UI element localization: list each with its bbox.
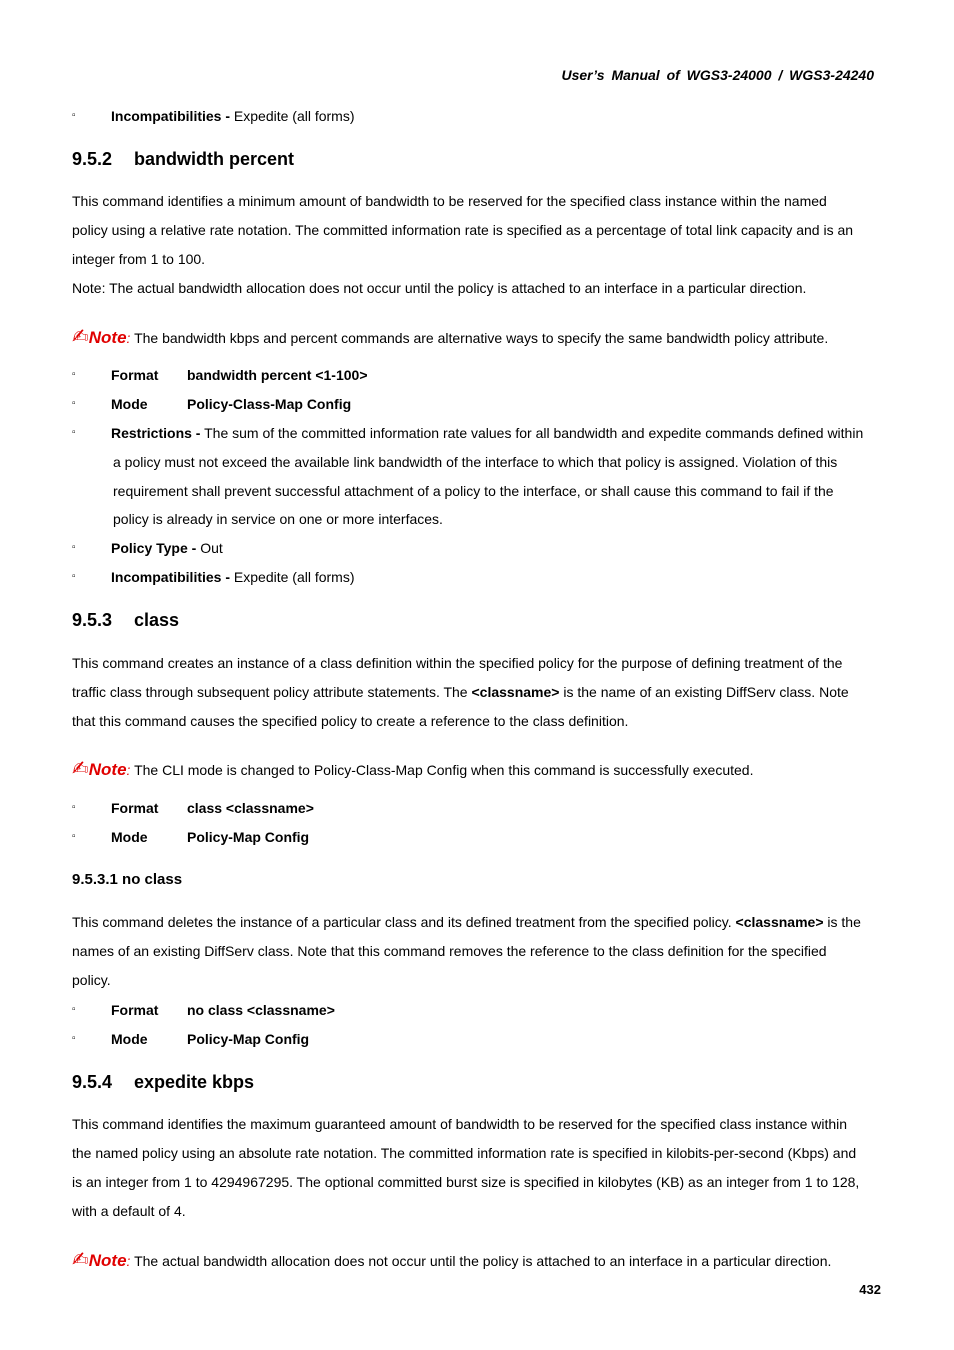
section-heading-954 [72, 1072, 254, 1093]
bullet-icon: ▫ [72, 542, 76, 553]
classname-term: <classname> [735, 914, 824, 930]
mode-value: Policy-Map Config [187, 829, 310, 845]
item-text: Expedite (all forms) [230, 108, 355, 124]
para-line: policy using a relative rate notation. The committed information rate is specified as a percentage of total link capacity and is an [72, 222, 854, 238]
bullet-icon: ▫ [72, 369, 76, 380]
section-heading-953 [72, 610, 179, 631]
section-number: 9.5.3 [72, 610, 113, 630]
para-text: is the [823, 914, 861, 930]
note-text: The CLI mode is changed to Policy-Class-Map Config when this command is successfully executed. [130, 762, 754, 778]
note-text: The actual bandwidth allocation does not occur until the policy is attached to an interface in a particular direction. [130, 1253, 832, 1269]
section-number: 9.5.2 [72, 149, 113, 169]
format-value: class <classname> [187, 800, 314, 816]
para-line: names of an existing DiffServ class. Note that this command removes the reference to the class definition for the specified [72, 943, 827, 959]
format-label: Format [111, 800, 159, 816]
bullet-icon: ▫ [72, 1033, 76, 1044]
note-colon: : [126, 330, 131, 346]
format-label: Format [111, 1002, 159, 1018]
page-number: 432 [859, 1282, 881, 1297]
para-line: This command creates an instance of a class definition within the specified policy for the purpose of defining treatment of the [72, 655, 843, 671]
note-text: The bandwidth kbps and percent commands are alternative ways to specify the same bandwidth policy attribute. [130, 330, 829, 346]
section-title: class [134, 610, 180, 630]
para-line [72, 678, 884, 707]
bullet-icon: ▫ [72, 398, 76, 409]
subsection-heading-9531: 9.5.3.1 no class [72, 871, 183, 888]
note-colon: : [126, 762, 131, 778]
policy-type-text: Out [196, 540, 223, 556]
restrictions-line: a policy must not exceed the available link bandwidth of the interface to which that policy is assigned. Violation of this [113, 454, 838, 470]
mode-item [72, 393, 884, 415]
bullet-icon: ▫ [72, 1004, 76, 1015]
mode-value: Policy-Class-Map Config [187, 396, 352, 412]
incompat-label: Incompatibilities - [111, 569, 231, 585]
policy-type-item [72, 537, 884, 559]
incompat-text: Expedite (all forms) [230, 569, 355, 585]
para-line: that this command causes the specified policy to create a reference to the class definition. [72, 713, 629, 729]
bullet-icon: ▫ [72, 110, 76, 121]
format-item [72, 364, 884, 386]
restrictions-item [72, 422, 892, 532]
para-line: This command identifies a minimum amount of bandwidth to be reserved for the specified class instance within the named [72, 193, 827, 209]
policy-type-label: Policy Type - [111, 540, 197, 556]
para-line [72, 908, 884, 937]
item-label: Incompatibilities - [111, 108, 231, 124]
restrictions-line: policy is already in service on one or more interfaces. [113, 511, 443, 527]
restrictions-line: requirement shall prevent successful attachment of a policy to the interface, or shall cause this command to fail if the [113, 483, 834, 499]
section-heading-952 [72, 149, 294, 170]
para-text: This command deletes the instance of a particular class and its defined treatment from the specified policy. [72, 914, 736, 930]
format-value: no class <classname> [187, 1002, 335, 1018]
incompat-item [72, 566, 884, 588]
para-line: policy. [72, 972, 111, 988]
para-text: is the name of an existing DiffServ class. Note [559, 684, 849, 700]
mode-item [72, 1028, 884, 1050]
bullet-icon: ▫ [72, 802, 76, 813]
paragraph-952 [72, 187, 884, 303]
page-header: User’s Manual of WGS3-24000 / WGS3-24240 [561, 67, 874, 83]
paragraph-953 [72, 649, 884, 736]
classname-term: <classname> [471, 684, 560, 700]
section-title: expedite kbps [134, 1072, 255, 1092]
note-label: Note [88, 1251, 127, 1270]
pen-icon: ✍ [72, 758, 89, 780]
para-text: traffic class through subsequent policy attribute statements. The [72, 684, 472, 700]
note-colon: : [126, 1253, 131, 1269]
paragraph-954 [72, 1110, 884, 1226]
para-line: the named policy using an absolute rate notation. The committed information rate is specified in kilobits-per-second (Kbps) and [72, 1145, 857, 1161]
mode-value: Policy-Map Config [187, 1031, 310, 1047]
para-line: is an integer from 1 to 4294967295. The optional committed burst size is specified in kilobytes (KB) as an integer from 1 to 128, [72, 1174, 860, 1190]
note-label: Note [88, 328, 127, 347]
format-item [72, 999, 884, 1021]
format-label: Format [111, 367, 159, 383]
para-line: This command identifies the maximum guaranteed amount of bandwidth to be reserved for the specified class instance within [72, 1116, 848, 1132]
section-number: 9.5.4 [72, 1072, 113, 1092]
section-title: bandwidth percent [134, 149, 295, 169]
list-item [72, 105, 884, 127]
para-line: Note: The actual bandwidth allocation does not occur until the policy is attached to an interface in a particular direction. [72, 280, 807, 296]
pen-icon: ✍ [72, 1249, 89, 1271]
restrictions-text: The sum of the committed information rate values for all bandwidth and expedite commands defined within [200, 425, 864, 441]
mode-label: Mode [111, 396, 148, 412]
note-953 [72, 758, 902, 781]
pen-icon: ✍ [72, 326, 89, 348]
note-954 [72, 1249, 902, 1272]
restrictions-label: Restrictions - [111, 425, 201, 441]
bullet-icon: ▫ [72, 571, 76, 582]
mode-label: Mode [111, 1031, 148, 1047]
format-value: bandwidth percent <1-100> [187, 367, 368, 383]
format-item [72, 797, 884, 819]
paragraph-9531 [72, 908, 884, 995]
para-line: integer from 1 to 100. [72, 251, 206, 267]
mode-label: Mode [111, 829, 148, 845]
bullet-icon: ▫ [72, 427, 76, 438]
note-952 [72, 326, 902, 349]
note-label: Note [88, 760, 127, 779]
para-line: with a default of 4. [72, 1203, 186, 1219]
mode-item [72, 826, 884, 848]
bullet-icon: ▫ [72, 831, 76, 842]
